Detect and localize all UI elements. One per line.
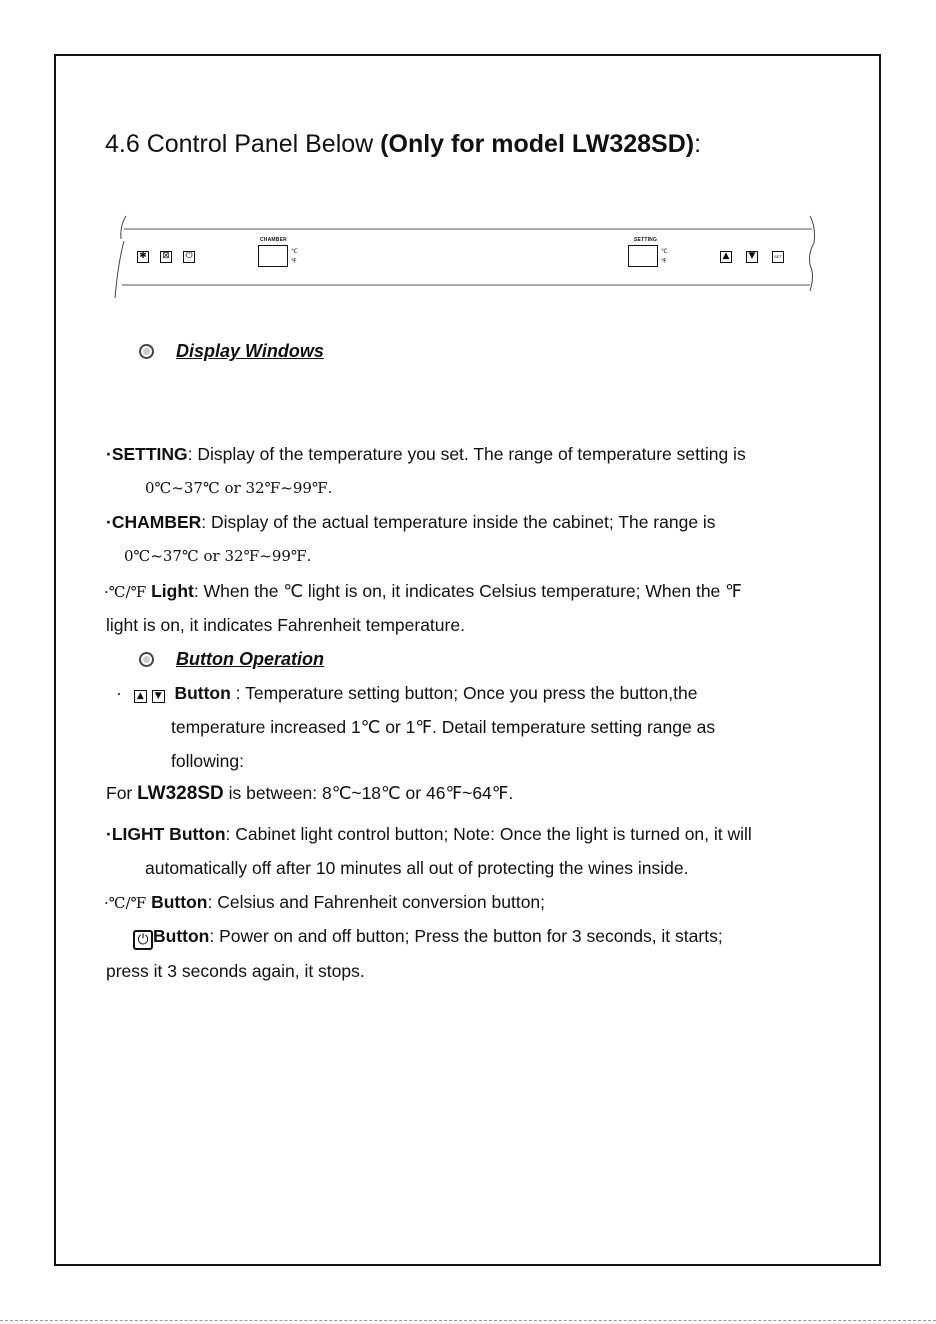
control-panel-diagram: [112, 213, 824, 301]
panel-outline: [112, 213, 824, 301]
light-button-description: ·LIGHT Button: Cabinet light control button; Note: Once the light is turned on, it will: [106, 824, 752, 844]
chamber-range: 0℃~37℃ or 32℉~99℉.: [124, 547, 312, 565]
updown-button-description-3: following:: [171, 751, 244, 771]
light-indicator-description: ·℃/℉ Light: When the ℃ light is on, it indicates Celsius temperature; When the ℉: [104, 581, 742, 601]
down-arrow-icon: ▼: [746, 251, 758, 263]
light-icon: ✱: [137, 251, 149, 263]
setting-description: ·SETTING: Display of the temperature you set. The range of temperature setting is: [106, 444, 746, 464]
setting-unit-f: ℉: [661, 258, 667, 265]
power-button-description-2: press it 3 seconds again, it stops.: [106, 961, 365, 981]
celsius-fahrenheit-icon: ⊠: [160, 251, 172, 263]
power-icon: ⏻: [183, 251, 195, 263]
up-arrow-icon: ▲: [134, 690, 147, 703]
light-button-description-2: automatically off after 10 minutes all out of protecting the wines inside.: [145, 858, 689, 878]
setting-label: SETTING: [634, 237, 658, 243]
bullet-circle-icon: [139, 652, 154, 667]
section-heading: 4.6 Control Panel Below (Only for model LW328SD):: [105, 130, 702, 158]
button-operation-title: Button Operation: [176, 649, 324, 669]
updown-button-description: · ▲ ▼ Button : Temperature setting button; Once you press the button,the: [116, 683, 698, 703]
down-arrow-icon: ▼: [152, 690, 165, 703]
setting-display-window: [628, 245, 658, 267]
display-windows-title: Display Windows: [176, 341, 324, 361]
power-icon: ⏻: [133, 930, 153, 950]
model-range: For LW328SD is between: 8℃~18℃ or 46℉~64℉.: [106, 783, 514, 804]
set-button-icon: SET: [772, 251, 784, 263]
chamber-display-window: [258, 245, 288, 267]
up-arrow-icon: ▲: [720, 251, 732, 263]
chamber-label: CHAMBER: [260, 237, 287, 243]
page-cut-line: [0, 1320, 936, 1321]
setting-range: 0℃~37℃ or 32℉~99℉.: [145, 479, 333, 497]
chamber-unit-f: ℉: [291, 258, 297, 265]
power-button-description: ⏻ Button: Power on and off button; Press the button for 3 seconds, it starts;: [133, 925, 723, 950]
chamber-description: ·CHAMBER: Display of the actual temperature inside the cabinet; The range is: [106, 512, 716, 532]
updown-button-description-2: temperature increased 1℃ or 1℉. Detail temperature setting range as: [171, 717, 716, 737]
light-indicator-description-2: light is on, it indicates Fahrenheit temperature.: [106, 615, 465, 635]
bullet-circle-icon: [139, 344, 154, 359]
chamber-unit-c: ℃: [291, 248, 298, 255]
setting-unit-c: ℃: [661, 248, 668, 255]
cf-button-description: ·℃/℉ Button: Celsius and Fahrenheit conversion button;: [104, 892, 546, 912]
